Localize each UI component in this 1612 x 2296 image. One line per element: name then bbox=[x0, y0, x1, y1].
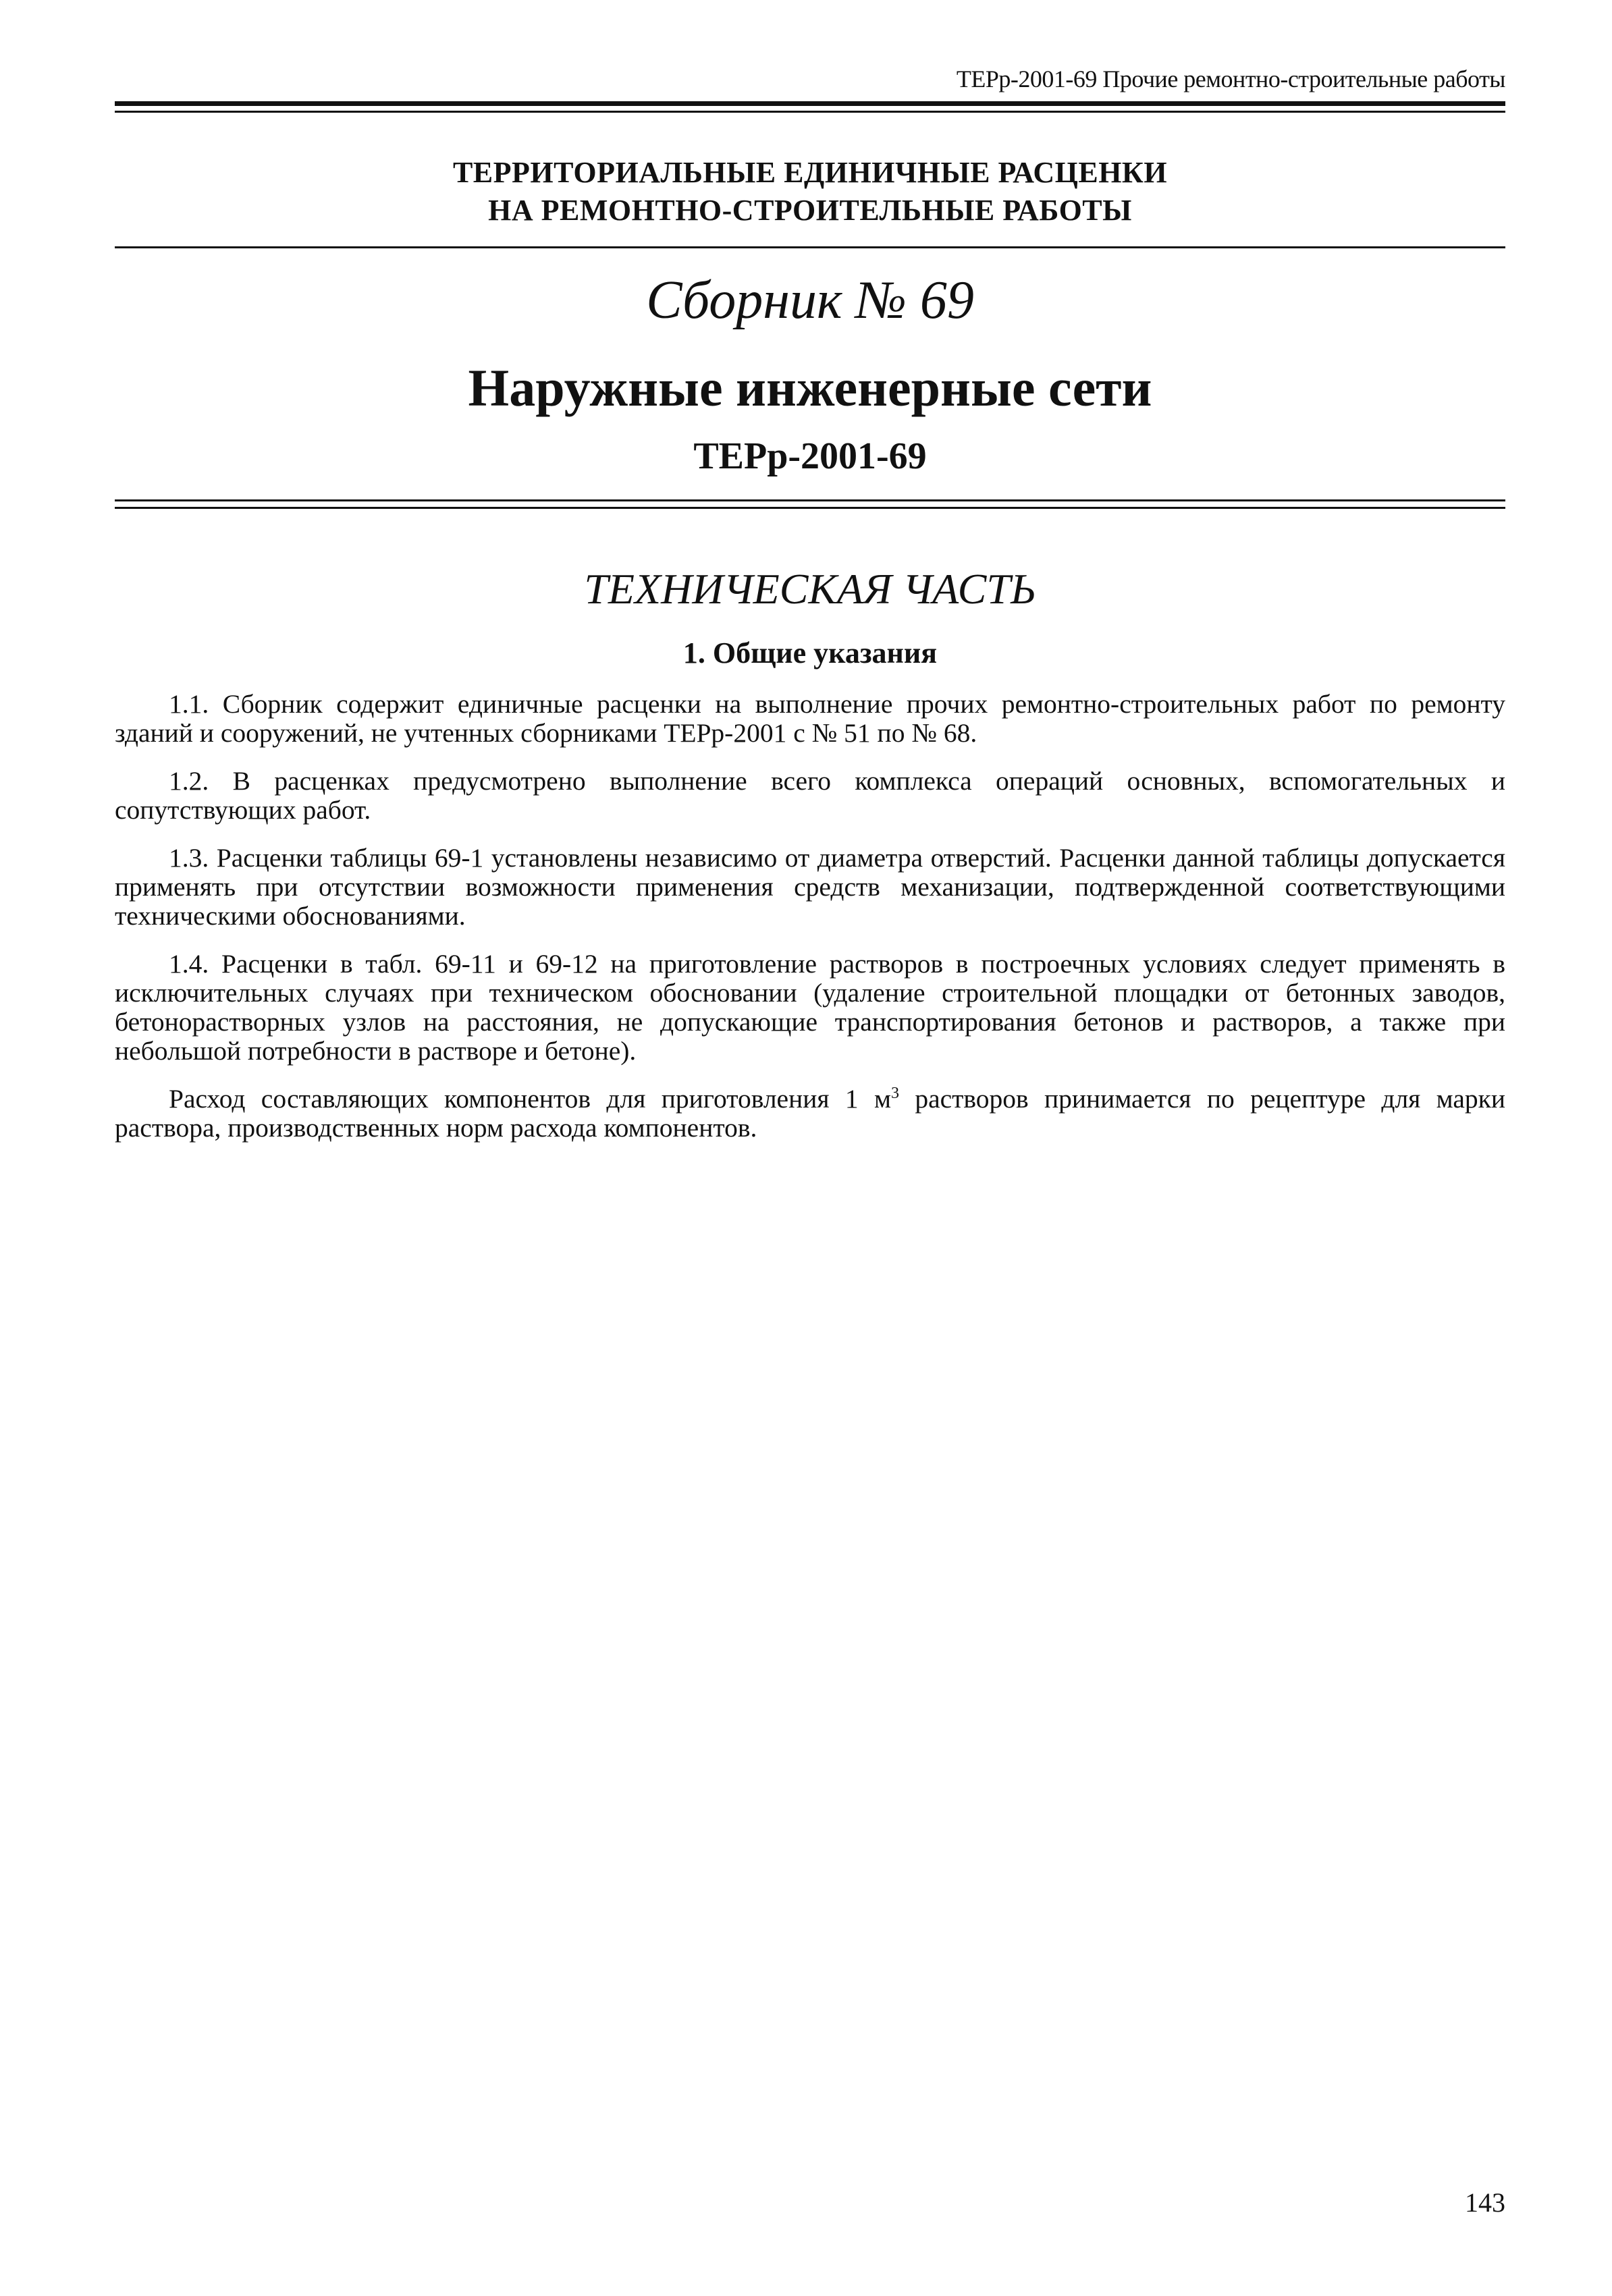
collection-number: Сборник № 69 bbox=[646, 271, 974, 330]
paragraph-1-2: 1.2. В расценках предусмотрено выполнение всего комплекса операций основных, вспомогательных и сопутствующих работ. bbox=[115, 766, 1505, 825]
page-number: 143 bbox=[1465, 2187, 1505, 2218]
header-title-line2: НА РЕМОНТНО-СТРОИТЕЛЬНЫЕ РАБОТЫ bbox=[488, 194, 1132, 227]
section-title: ТЕХНИЧЕСКАЯ ЧАСТЬ bbox=[584, 565, 1036, 613]
doc-title: Наружные инженерные сети bbox=[468, 358, 1152, 417]
header-title-line1: ТЕРРИТОРИАЛЬНЫЕ ЕДИНИЧНЫЕ РАСЦЕНКИ bbox=[452, 156, 1168, 189]
header-title bbox=[115, 154, 1505, 229]
paragraph-1-1: 1.1. Сборник содержит единичные расценки на выполнение прочих ремонтно-строительных работ по ремонту зданий и сооружений, не учтенных сборниками ТЕРр-2001 с № 51 по № 68. bbox=[115, 689, 1505, 748]
paragraph-components bbox=[115, 1085, 1505, 1143]
paragraph-1-3: 1.3. Расценки таблицы 69-1 установлены независимо от диаметра отверстий. Расценки данной таблицы допускается применять при отсутствии возможности применения средств механизации, подтвержденной соответствующими техническими обоснованиями. bbox=[115, 843, 1505, 931]
divider-rule-top bbox=[115, 499, 1505, 501]
body-text bbox=[115, 690, 1505, 1161]
header-rule-thick bbox=[115, 101, 1505, 106]
paragraph-1-4: 1.4. Расценки в табл. 69-11 и 69-12 на приготовление растворов в построечных условиях следует применять в исключительных случаях при техническом обосновании (удаление строительной площадки от бетонных заводов, бетонорастворных узлов на расстояния, не допускающие транспортирования бетонов и растворов, а также при небольшой потребности в растворе и бетоне). bbox=[115, 949, 1505, 1066]
document-page bbox=[115, 0, 1505, 2296]
header-rule-thin bbox=[115, 111, 1505, 113]
divider-rule-bottom bbox=[115, 507, 1505, 509]
cubic-superscript: 3 bbox=[890, 1084, 899, 1102]
running-head: ТЕРр-2001-69 Прочие ремонтно-строительные работы bbox=[956, 65, 1505, 92]
paragraph-components-start: Расход составляющих компонентов для приготовления 1 м bbox=[169, 1084, 891, 1114]
doc-code: ТЕРр-2001-69 bbox=[693, 435, 927, 477]
title-rule bbox=[115, 246, 1505, 248]
paragraph-components-end: растворов принимается по рецептуре для марки раствора, производственных норм расхода компонентов. bbox=[115, 1084, 1506, 1143]
subsection-title: 1. Общие указания bbox=[682, 636, 938, 669]
